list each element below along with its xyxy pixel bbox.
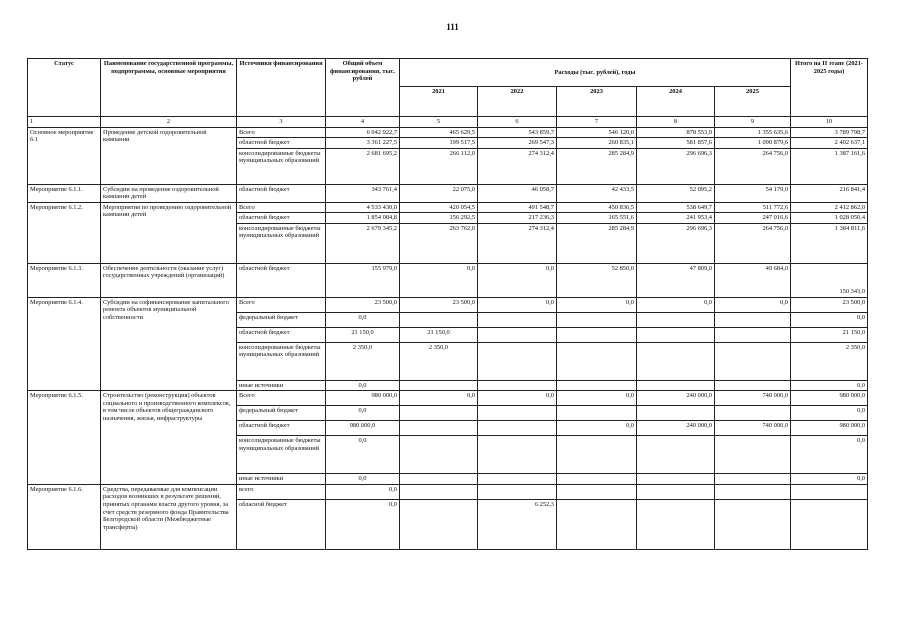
column-number: 10 (791, 117, 868, 128)
row-amount-stage: 0,0 (791, 474, 868, 485)
row-funding-source: иные источники (237, 474, 326, 485)
row-amount-y2021 (400, 474, 478, 485)
row-amount-y2023: 450 836,5 (557, 202, 637, 213)
row-amount-y2023: 0,0 (557, 421, 637, 436)
row-funding-source: областной бюджет (237, 213, 326, 224)
row-amount-total: 980 000,0 (326, 391, 400, 406)
column-numbers-row (28, 117, 868, 128)
header-sources: Источники финансирования (237, 59, 326, 117)
row-amount-y2021 (400, 436, 478, 474)
row-amount-y2025 (715, 342, 791, 380)
row-amount-y2024: 296 696,3 (637, 148, 715, 184)
row-activity-name: Мероприятия по проведению оздоровительной кампании детей (101, 202, 237, 263)
row-amount-y2022: 0,0 (478, 263, 557, 297)
row-funding-source: консолидированные бюджеты муниципальных образований (237, 148, 326, 184)
row-amount-y2022: 0,0 (478, 297, 557, 312)
row-amount-stage: 2 402 637,1 (791, 138, 868, 149)
row-amount-y2023: 260 835,1 (557, 138, 637, 149)
column-number: 6 (478, 117, 557, 128)
row-amount-y2024: 538 649,7 (637, 202, 715, 213)
row-status: Мероприятие 6.1.3. (28, 263, 101, 297)
row-amount-y2023 (557, 484, 637, 499)
row-amount-y2022: 46 058,7 (478, 184, 557, 202)
row-amount-y2024: 47 809,0 (637, 263, 715, 297)
row-amount-y2023: 285 284,9 (557, 223, 637, 263)
row-amount-y2022 (478, 380, 557, 391)
row-status: Мероприятие 6.1.1. (28, 184, 101, 202)
row-amount-y2024 (637, 342, 715, 380)
row-amount-y2024 (637, 380, 715, 391)
row-status: Мероприятие 6.1.2. (28, 202, 101, 263)
table-header (28, 59, 868, 128)
row-amount-y2021: 21 150,0 (400, 327, 478, 342)
column-number: 9 (715, 117, 791, 128)
row-amount-y2023: 52 850,0 (557, 263, 637, 297)
row-amount-y2023: 165 551,6 (557, 213, 637, 224)
row-amount-y2021: 156 292,5 (400, 213, 478, 224)
row-status: Мероприятие 6.1.5. (28, 391, 101, 485)
row-amount-y2021: 23 500,0 (400, 297, 478, 312)
column-number: 3 (237, 117, 326, 128)
row-amount-total: 2 681 695,2 (326, 148, 400, 184)
row-amount-y2021 (400, 421, 478, 436)
row-funding-source: областной бюджет (237, 327, 326, 342)
row-amount-y2024 (637, 484, 715, 499)
row-amount-y2023 (557, 406, 637, 421)
row-amount-y2023 (557, 327, 637, 342)
row-amount-y2022 (478, 484, 557, 499)
row-amount-y2025 (715, 406, 791, 421)
row-amount-y2023: 546 120,0 (557, 127, 637, 138)
row-amount-y2024: 240 000,0 (637, 421, 715, 436)
row-amount-y2021 (400, 312, 478, 327)
header-expenses: Расходы (тыс. рублей), годы (400, 59, 791, 87)
row-amount-y2023: 42 433,5 (557, 184, 637, 202)
row-amount-stage: 23 500,0 (791, 297, 868, 312)
row-funding-source: областной бюджет (237, 138, 326, 149)
row-amount-y2025 (715, 499, 791, 549)
header-stage-total: Итого на II этапе (2021-2025 годы) (791, 59, 868, 117)
row-amount-stage: 2 350,0 (791, 342, 868, 380)
row-amount-stage: 1 384 811,6 (791, 223, 868, 263)
column-number: 1 (28, 117, 101, 128)
row-funding-source: областной бюджет (237, 184, 326, 202)
row-amount-y2024: 878 553,9 (637, 127, 715, 138)
row-amount-y2022 (478, 327, 557, 342)
row-amount-total: 0,0 (326, 380, 400, 391)
row-amount-y2021: 0,0 (400, 391, 478, 406)
row-funding-source: областной бюджет (237, 421, 326, 436)
row-amount-stage: 2 412 862,0 (791, 202, 868, 213)
row-funding-source: федеральный бюджет (237, 312, 326, 327)
row-amount-y2022 (478, 421, 557, 436)
row-amount-y2021: 465 629,5 (400, 127, 478, 138)
row-amount-total: 0,0 (326, 484, 400, 499)
row-amount-y2022 (478, 474, 557, 485)
header-year: 2021 (400, 87, 478, 117)
header-year: 2022 (478, 87, 557, 117)
row-amount-y2023: 0,0 (557, 391, 637, 406)
row-amount-y2025: 247 016,6 (715, 213, 791, 224)
row-funding-source: иные источники (237, 380, 326, 391)
row-amount-y2021: 2 350,0 (400, 342, 478, 380)
row-amount-y2023: 285 284,9 (557, 148, 637, 184)
header-year: 2024 (637, 87, 715, 117)
row-amount-total: 0,0 (326, 474, 400, 485)
row-activity-name: Субсидии на софинансирование капитального ремонта объектов муниципальной собственности (101, 297, 237, 391)
row-amount-y2025: 1 090 879,6 (715, 138, 791, 149)
table-row (28, 127, 868, 138)
row-amount-y2023 (557, 312, 637, 327)
row-amount-y2023 (557, 436, 637, 474)
row-funding-source: Всего (237, 127, 326, 138)
row-amount-y2021 (400, 499, 478, 549)
row-amount-total: 1 854 084,8 (326, 213, 400, 224)
row-amount-y2024: 296 696,3 (637, 223, 715, 263)
row-amount-y2025 (715, 380, 791, 391)
row-funding-source: областной бюджет (237, 263, 326, 297)
row-activity-name: Обеспечение деятельности (оказание услуг) государственных учреждений (организаций) (101, 263, 237, 297)
row-amount-y2022 (478, 342, 557, 380)
row-amount-y2021: 266 112,0 (400, 148, 478, 184)
row-amount-y2021 (400, 406, 478, 421)
row-amount-stage: 0,0 (791, 406, 868, 421)
row-amount-y2025: 740 000,0 (715, 391, 791, 406)
row-activity-name: Строительство (реконструкция) объектов социального и производственного комплексов, в том числе объектов общегражданского назначения, жилья, инфраструктуры (101, 391, 237, 485)
row-amount-stage (791, 499, 868, 549)
row-amount-y2021 (400, 484, 478, 499)
row-amount-stage: 980 000,0 (791, 391, 868, 406)
header-year: 2025 (715, 87, 791, 117)
row-amount-total: 21 150,0 (326, 327, 400, 342)
row-funding-source: консолидированные бюджеты муниципальных образований (237, 342, 326, 380)
row-amount-y2025 (715, 474, 791, 485)
row-amount-y2021: 22 075,0 (400, 184, 478, 202)
row-amount-stage (791, 484, 868, 499)
column-number: 2 (101, 117, 237, 128)
table-row (28, 484, 868, 499)
row-amount-y2022: 0,0 (478, 391, 557, 406)
row-amount-y2023 (557, 474, 637, 485)
row-amount-y2024: 0,0 (637, 297, 715, 312)
row-amount-total: 4 533 430,0 (326, 202, 400, 213)
row-amount-y2024: 241 953,4 (637, 213, 715, 224)
row-amount-stage: 150 343,0 (791, 263, 868, 297)
row-funding-source: всего (237, 484, 326, 499)
row-amount-y2023 (557, 380, 637, 391)
financing-table (27, 58, 868, 550)
row-amount-total: 0,0 (326, 499, 400, 549)
table-row (28, 184, 868, 202)
row-status: Мероприятие 6.1.4. (28, 297, 101, 391)
row-amount-y2025: 49 684,0 (715, 263, 791, 297)
row-amount-total: 0,0 (326, 406, 400, 421)
row-amount-y2024 (637, 327, 715, 342)
row-amount-stage: 21 150,0 (791, 327, 868, 342)
row-amount-stage: 3 789 798,7 (791, 127, 868, 138)
table-body (28, 127, 868, 549)
row-status: Основное мероприятие 6.1 (28, 127, 101, 184)
row-amount-y2021: 199 517,5 (400, 138, 478, 149)
table-row (28, 202, 868, 213)
row-funding-source: Всего (237, 391, 326, 406)
row-amount-y2022 (478, 312, 557, 327)
row-amount-y2025: 1 355 635,6 (715, 127, 791, 138)
table-row (28, 297, 868, 312)
row-amount-stage: 0,0 (791, 312, 868, 327)
row-amount-y2024 (637, 474, 715, 485)
row-amount-y2024 (637, 312, 715, 327)
row-amount-total: 2 679 345,2 (326, 223, 400, 263)
row-amount-stage: 0,0 (791, 436, 868, 474)
row-amount-y2024: 581 857,6 (637, 138, 715, 149)
row-amount-y2021: 0,0 (400, 263, 478, 297)
row-amount-total: 343 761,4 (326, 184, 400, 202)
row-amount-y2022: 269 547,3 (478, 138, 557, 149)
row-activity-name: Субсидии на проведение оздоровительной кампании детей (101, 184, 237, 202)
row-amount-y2025: 264 756,0 (715, 223, 791, 263)
row-amount-y2024 (637, 499, 715, 549)
row-amount-total: 6 042 922,7 (326, 127, 400, 138)
row-amount-y2022: 217 236,3 (478, 213, 557, 224)
page-number: 111 (446, 22, 459, 32)
row-amount-total: 0,0 (326, 312, 400, 327)
header-year: 2023 (557, 87, 637, 117)
row-amount-stage: 1 387 161,6 (791, 148, 868, 184)
column-number: 4 (326, 117, 400, 128)
row-amount-y2025: 54 179,0 (715, 184, 791, 202)
row-amount-y2022: 274 312,4 (478, 223, 557, 263)
header-total: Общий объем финансирования, тыс. рублей (326, 59, 400, 117)
row-amount-y2022: 543 859,7 (478, 127, 557, 138)
row-amount-y2021 (400, 380, 478, 391)
row-amount-y2021: 263 762,0 (400, 223, 478, 263)
row-amount-y2025 (715, 312, 791, 327)
row-amount-y2024 (637, 406, 715, 421)
row-amount-y2024: 52 095,2 (637, 184, 715, 202)
row-funding-source: Всего (237, 202, 326, 213)
row-amount-y2024: 240 000,0 (637, 391, 715, 406)
header-name: Наименование государственной программы, подпрограммы, основные мероприятия (101, 59, 237, 117)
row-activity-name: Проведение детской оздоровительной кампании (101, 127, 237, 184)
row-funding-source: обласной бюджет (237, 499, 326, 549)
table-row (28, 263, 868, 297)
row-amount-stage: 980 000,0 (791, 421, 868, 436)
row-amount-y2023 (557, 499, 637, 549)
row-amount-total: 155 979,0 (326, 263, 400, 297)
row-amount-stage: 216 841,4 (791, 184, 868, 202)
row-amount-y2025 (715, 327, 791, 342)
row-amount-y2025 (715, 436, 791, 474)
row-amount-total: 3 361 227,5 (326, 138, 400, 149)
header-status: Статус (28, 59, 101, 117)
row-amount-stage: 0,0 (791, 380, 868, 391)
column-number: 5 (400, 117, 478, 128)
row-funding-source: консолидированные бюджеты муниципальных образований (237, 223, 326, 263)
row-amount-total: 0,0 (326, 436, 400, 474)
row-amount-y2025: 264 756,0 (715, 148, 791, 184)
row-amount-y2025: 511 772,6 (715, 202, 791, 213)
row-amount-y2023: 0,0 (557, 297, 637, 312)
row-funding-source: Всего (237, 297, 326, 312)
row-amount-y2023 (557, 342, 637, 380)
row-amount-y2022: 274 312,4 (478, 148, 557, 184)
row-amount-y2024 (637, 436, 715, 474)
row-amount-stage: 1 028 050,4 (791, 213, 868, 224)
row-amount-y2021: 420 054,5 (400, 202, 478, 213)
row-amount-y2022: 491 548,7 (478, 202, 557, 213)
row-amount-y2022: 6 252,3 (478, 499, 557, 549)
table-row (28, 391, 868, 406)
row-activity-name: Средства, передаваемые для компенсации расходов возникших в результате решений, принятых органами власти другого уровня, за счет средств резервного фонда Правительства Белгородской области (Межбюджетные трансферты) (101, 484, 237, 549)
row-amount-y2022 (478, 436, 557, 474)
row-amount-total: 23 500,0 (326, 297, 400, 312)
row-amount-total: 2 350,0 (326, 342, 400, 380)
column-number: 7 (557, 117, 637, 128)
row-status: Мероприятие 6.1.6. (28, 484, 101, 549)
row-amount-y2022 (478, 406, 557, 421)
row-amount-y2025 (715, 484, 791, 499)
column-number: 8 (637, 117, 715, 128)
row-amount-y2025: 0,0 (715, 297, 791, 312)
row-amount-total: 980 000,0 (326, 421, 400, 436)
row-funding-source: федеральный бюджет (237, 406, 326, 421)
row-amount-y2025: 740 000,0 (715, 421, 791, 436)
row-funding-source: консолидированные бюджеты муниципальных образований (237, 436, 326, 474)
